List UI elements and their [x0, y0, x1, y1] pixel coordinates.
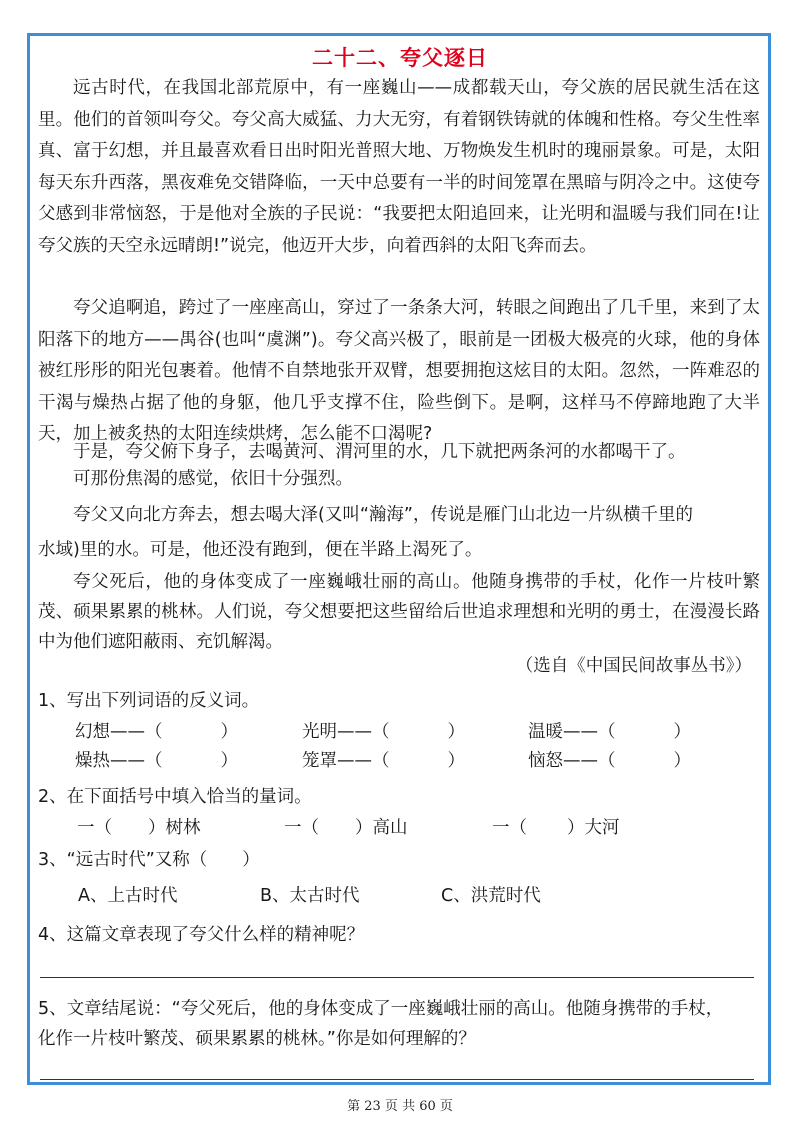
question-1-prompt: 1、写出下列词语的反义词。 — [38, 691, 260, 711]
paragraph-4: 可那份焦渴的感觉，依旧十分强烈。 — [73, 469, 353, 489]
measure-word-item: 一（ ）树林 — [77, 818, 201, 838]
antonym-item: 光明——（ ） — [302, 722, 465, 742]
option-a[interactable]: A、上古时代 — [78, 886, 178, 906]
antonym-item: 温暖——（ ） — [528, 722, 691, 742]
option-c[interactable]: C、洪荒时代 — [441, 886, 541, 906]
option-b[interactable]: B、太古时代 — [260, 886, 360, 906]
antonym-word: 笼罩—— — [302, 751, 372, 771]
page-number: 第 23 页 共 60 页 — [347, 1099, 453, 1114]
question-3-prompt: 3、“远古时代”又称（ ） — [38, 850, 260, 870]
antonym-item: 燥热——（ ） — [75, 751, 238, 771]
question-5-line-2: 化作一片枝叶繁茂、硕果累累的桃林。”你是如何理解的？ — [38, 1029, 476, 1049]
answer-line-q4[interactable] — [40, 977, 754, 978]
antonym-item: 笼罩——（ ） — [302, 751, 465, 771]
question-4-prompt: 4、这篇文章表现了夸父什么样的精神呢？ — [38, 925, 365, 945]
paragraph-6: 夸父死后，他的身体变成了一座巍峨壮丽的高山。他随身携带的手杖，化作一片枝叶繁茂、硕果累累的桃林。人们说，夸父想要把这些留给后世追求理想和光明的勇士，在漫漫长路中为他们遮阳蔽雨、充饥解渴。 — [38, 572, 760, 652]
antonym-word: 光明—— — [302, 722, 372, 742]
measure-word-item: 一（ ）大河 — [492, 818, 620, 838]
antonym-word: 恼怒—— — [528, 751, 598, 771]
antonym-item: 幻想——（ ） — [75, 722, 238, 742]
paragraph-5-line-1: 夸父又向北方奔去，想去喝大泽(又叫“瀚海”，传说是雁门山北边一片纵横千里的 — [73, 505, 693, 525]
source-citation: （选自《中国民间故事丛书》） — [515, 656, 752, 676]
antonym-word: 幻想—— — [75, 722, 145, 742]
paragraph-5-line-2: 水域)里的水。可是，他还没有跑到，便在半路上渴死了。 — [38, 540, 483, 560]
paragraph-1: 远古时代，在我国北部荒原中，有一座巍山——成都载天山，夸父族的居民就生活在这里。他们的首领叫夸父。夸父高大威猛、力大无穷，有着钢铁铸就的体魄和性格。夸父生性率真、富于幻想，并且最喜欢看日出时阳光普照大地、万物焕发生机时的瑰丽景象。可是，太阳每天东升西落，黑夜难免交错降临，一天中总要有一半的时间笼罩在黑暗与阴冷之中。这使夸父感到非常恼怒，于是他对全族的子民说：“我要把太阳追回来，让光明和温暖与我们同在!让夸父族的天空永远晴朗!”说完，他迈开大步，向着西斜的太阳飞奔而去。 — [38, 78, 760, 256]
antonym-item: 恼怒——（ ） — [528, 751, 691, 771]
page-title: 二十二、夸父逐日 — [312, 46, 488, 70]
antonym-word: 温暖—— — [528, 722, 598, 742]
paragraph-3: 于是，夸父俯下身子，去喝黄河、渭河里的水，几下就把两条河的水都喝干了。 — [73, 442, 686, 462]
question-2-prompt: 2、在下面括号中填入恰当的量词。 — [38, 787, 312, 807]
paragraph-2: 夸父追啊追，跨过了一座座高山，穿过了一条条大河，转眼之间跑出了几千里，来到了太阳落下的地方——禺谷(也叫“虞渊”)。夸父高兴极了，眼前是一团极大极亮的火球，他的身体被红彤彤的阳光包裹着。他情不自禁地张开双臂，想要拥抱这炫目的太阳。忽然，一阵难忍的干渴与燥热占据了他的身躯，他几乎支撑不住，险些倒下。是啊，这样马不停蹄地跑了大半天，加上被炙热的太阳连续烘烤，怎么能不口渴呢? — [38, 298, 760, 444]
antonym-word: 燥热—— — [75, 751, 145, 771]
question-5-line-1: 5、文章结尾说：“夸父死后，他的身体变成了一座巍峨壮丽的高山。他随身携带的手杖， — [38, 999, 724, 1019]
measure-word-item: 一（ ）高山 — [284, 818, 408, 838]
answer-line-q5[interactable] — [40, 1079, 754, 1080]
